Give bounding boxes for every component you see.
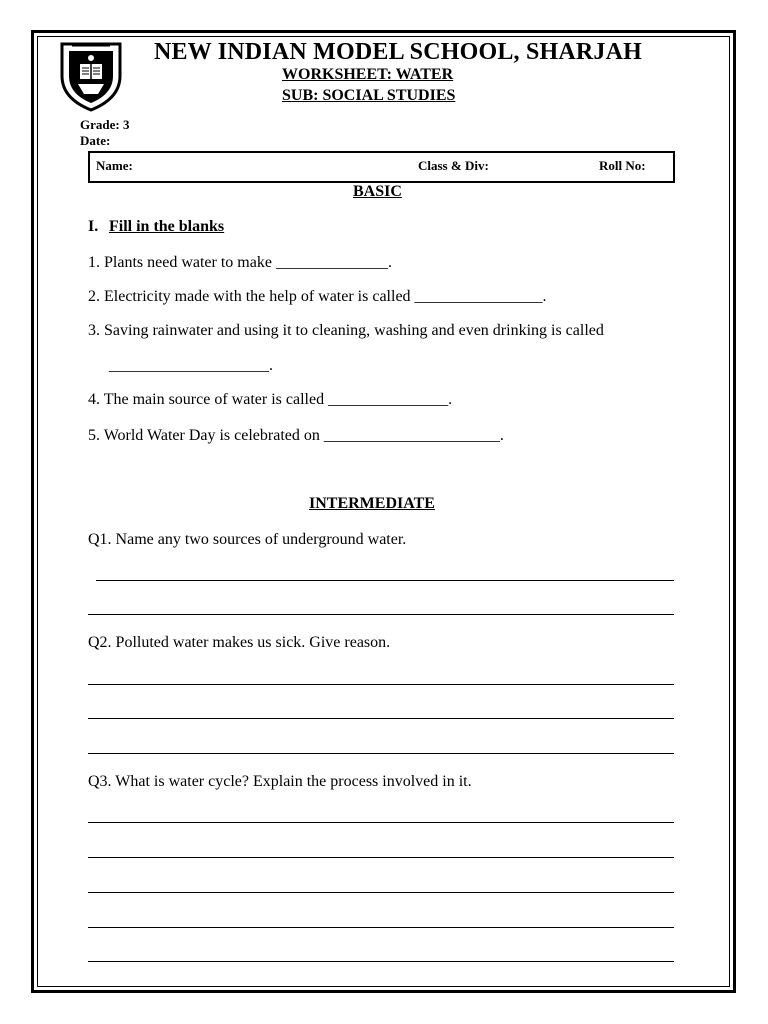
school-name: NEW INDIAN MODEL SCHOOL, SHARJAH (154, 39, 643, 65)
basic-question-3: 3. Saving rainwater and using it to cleaning, washing and even drinking is called (88, 322, 604, 339)
answer-line (96, 580, 674, 581)
section-number: I. (88, 218, 99, 235)
answer-line (88, 961, 674, 962)
basic-question-5: 5. World Water Day is celebrated on ______________________. (88, 427, 504, 444)
answer-line (88, 927, 674, 928)
answer-line (88, 822, 674, 823)
worksheet-title: WORKSHEET: WATER (282, 66, 454, 83)
answer-line (88, 892, 674, 893)
basic-question-2: 2. Electricity made with the help of water is called ________________. (88, 288, 547, 305)
answer-line (88, 753, 674, 754)
roll-no-label: Roll No: (599, 158, 646, 173)
answer-line (88, 857, 674, 858)
answer-line (88, 718, 674, 719)
basic-question-1: 1. Plants need water to make ______________. (88, 254, 392, 271)
date-label: Date: (80, 133, 111, 148)
basic-question-3-blank: ____________________. (109, 357, 273, 374)
intermediate-heading: INTERMEDIATE (309, 495, 435, 512)
school-crest-icon (58, 40, 124, 112)
answer-line (88, 684, 674, 685)
intermediate-question-2: Q2. Polluted water makes us sick. Give reason. (88, 634, 391, 651)
name-label: Name: (96, 158, 133, 173)
subject-title: SUB: SOCIAL STUDIES (282, 87, 456, 104)
student-info-box (88, 151, 675, 183)
fill-blanks-title: Fill in the blanks (109, 218, 225, 235)
basic-heading: BASIC (353, 183, 402, 200)
grade-label: Grade: 3 (80, 117, 130, 132)
class-div-label: Class & Div: (418, 158, 489, 173)
answer-line (88, 614, 674, 615)
basic-question-4: 4. The main source of water is called _______________. (88, 391, 453, 408)
intermediate-question-1: Q1. Name any two sources of underground water. (88, 531, 407, 548)
intermediate-question-3: Q3. What is water cycle? Explain the process involved in it. (88, 773, 472, 790)
